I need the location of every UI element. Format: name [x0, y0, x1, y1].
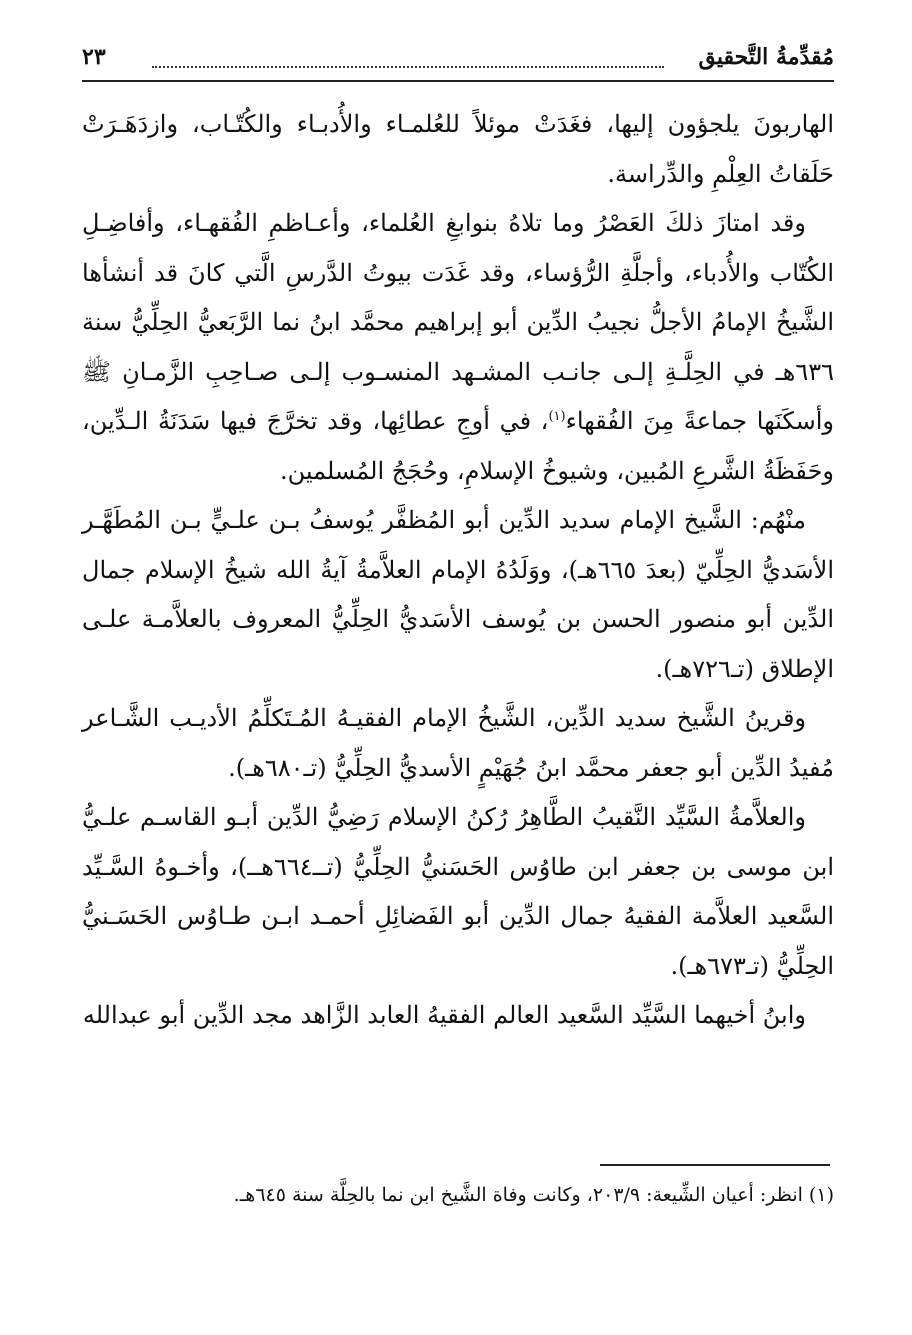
- paragraph-3: منْهُم: الشَّيخ الإمام سديد الدِّين أبو المُظفَّر يُوسفُ بـن علـيٍّ بـن المُطَهَّـر الأسَديُّ الحِلِّيّ (بعدَ ٦٦٥هـ)، ووَلَدُهُ الإمام العلاَّمةُ آيةُ الله شيخُ الإسلام جمال الدِّين أبو منصور الحسن بن يُوسف الأسَديُّ الحِلِّيُّ المعروف بالعلاَّمـة علـى الإطلاق (تـ٧٢٦هـ).: [82, 506, 835, 683]
- footnote-reference: (١): [548, 409, 566, 424]
- body-text: [82, 100, 834, 1041]
- running-title: مُقدِّمةُ التَّحقيق: [698, 44, 834, 70]
- footnote-separator: [600, 1164, 830, 1166]
- paragraph-2: [82, 199, 834, 496]
- paragraph-2-continuation: ، في أوجِ عطائِها، وقد تخرَّجَ فيها سَدَنَةُ الـدِّين، وحَفَظَةُ الشَّرعِ المُبين، وشيوخُ الإسلامِ، وحُجَجُ المُسلمين.: [82, 407, 834, 485]
- page-number: ٢٣: [82, 44, 106, 70]
- paragraph-6: وابنُ أخيهما السَّيِّد السَّعيد العالم الفقيهُ العابد الزَّاهد مجد الدِّين أبو عبدالله: [82, 1001, 806, 1029]
- paragraph-5: والعلاَّمةُ السَّيِّد النَّقيبُ الطَّاهِرُ رُكنُ الإسلام رَضِيُّ الدِّين أبـو القاسـم علـيُّ ابن موسى بن جعفر ابن طاوُس الحَسَنيُّ الحِلِّيُّ (تــ٦٦٤هــ)، وأخـوهُ السَّـيِّد السَّعيد العلاَّمة الفقيهُ جمال الدِّين أبو الفَضائِلِ أحمـد ابـن طـاوُس الحَسَـنيُّ الحِلِّيُّ (تـ٦٧٣هـ).: [82, 803, 834, 980]
- paragraph-4: وقرينُ الشَّيخ سديد الدِّين، الشَّيخُ الإمام الفقيـهُ المُـتَكلِّمُ الأديـب الشَّـاعر مُفيدُ الدِّين أبو جعفر محمَّد ابنُ جُهَيْمٍ الأسديُّ الحِلِّيُّ (تـ٦٨٠هـ).: [82, 704, 834, 782]
- footnote: (١) انظر: أعيان الشِّيعة: ٢٠٣/٩، وكانت وفاة الشَّيخ ابن نما بالحِلَّة سنة ٦٤٥هـ.: [233, 1184, 834, 1206]
- paragraph-1: الهاربونَ يلجؤون إليها، فغَدَتْ موئلاً للعُلمـاء والأُدبـاء والكُتّـاب، وازدَهَـرَتْ حَلَقاتُ العِلْمِ والدِّراسة.: [82, 110, 834, 188]
- page-header: [82, 38, 834, 82]
- paragraph-2-text: وقد امتازَ ذلكَ العَصْرُ وما تلاهُ بنوابغِ العُلماء، وأعـاظمِ الفُقهـاء، وأفاضِـلِ الكُتّاب والأُدباء، وأجلَّةِ الرُّؤساء، وقد غَدَت بيوتُ الدَّرسِ الَّتي كانَ قد أنشأها الشَّيخُ الإمامُ الأجلُّ نجيبُ الدِّين أبو إبراهيم محمَّد ابنُ نما الرَّبَعيُّ الحِلِّيُّ سنة ٦٣٦هـ في الحِلَّـةِ إلـى جانـب المشـهد المنسـوب إلـى صـاحِبِ الزَّمـانِ ﷺ وأسكَنَها جماعةً مِنَ الفُقهاء: [82, 209, 834, 435]
- header-dot-leader: [152, 66, 664, 68]
